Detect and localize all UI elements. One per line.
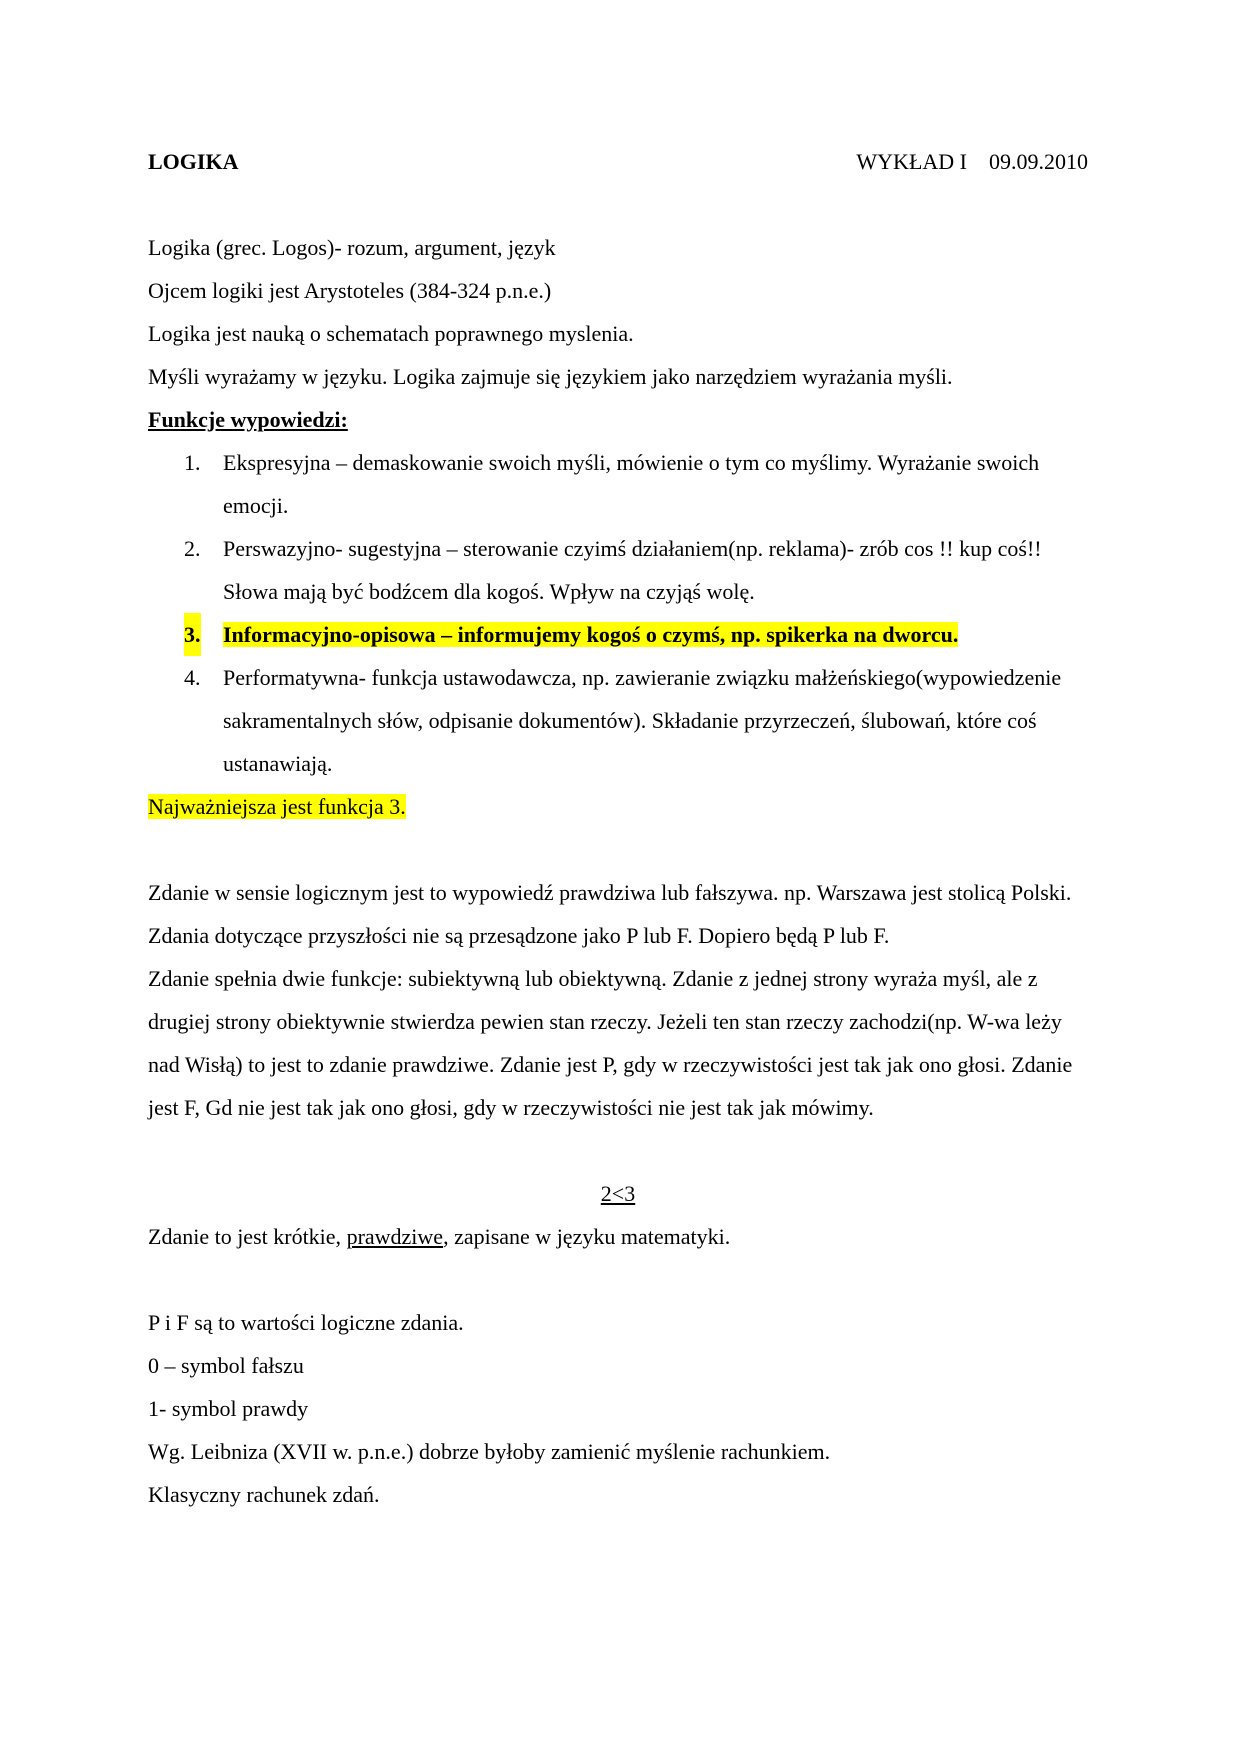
math-example: 2<3 xyxy=(600,1181,636,1206)
list-number: 4. xyxy=(184,665,201,690)
math-sentence-before: Zdanie to jest krótkie, xyxy=(148,1224,347,1249)
list-text: Performatywna- funkcja ustawodawcza, np. zawieranie związku małżeńskiego(wypowiedzenie sakramentalnych słów, odpisanie dokumentów). Składanie przyrzeczeń, ślubowań, które coś ustanawiają. xyxy=(223,665,1062,776)
list-text: Perswazyjno- sugestyjna – sterowanie czyimś działaniem(np. reklama)- zrób cos !! kup coś!! Słowa mają być bodźcem dla kogoś. Wpływ na czyjąś wolę. xyxy=(223,536,1042,604)
list-item xyxy=(148,656,1088,785)
math-sentence-after: , zapisane w języku matematyki. xyxy=(443,1224,731,1249)
math-sentence xyxy=(148,1215,1088,1258)
truth-line: Klasyczny rachunek zdań. xyxy=(148,1482,380,1507)
list-item-highlighted xyxy=(148,613,1088,656)
truth-line: 1- symbol prawdy xyxy=(148,1396,309,1421)
document-header xyxy=(148,140,1088,183)
truth-line: P i F są to wartości logiczne zdania. xyxy=(148,1310,464,1335)
spacer xyxy=(148,183,1088,226)
list-number: 1. xyxy=(184,450,201,475)
functions-list xyxy=(148,441,1088,785)
important-note-text: Najważniejsza jest funkcja 3. xyxy=(148,794,406,819)
list-item xyxy=(148,441,1088,527)
lecture-date: 09.09.2010 xyxy=(989,149,1088,174)
functions-heading: Funkcje wypowiedzi: xyxy=(148,407,348,432)
truth-line: Wg. Leibniza (XVII w. p.n.e.) dobrze byłoby zamienić myślenie rachunkiem. xyxy=(148,1439,831,1464)
spacer xyxy=(148,828,1088,871)
list-text: Ekspresyjna – demaskowanie swoich myśli, mówienie o tym co myślimy. Wyrażanie swoich emocji. xyxy=(223,450,1040,518)
sentence-definition: Zdanie w sensie logicznym jest to wypowiedź prawdziwa lub fałszywa. np. Warszawa jest stolicą Polski. Zdania dotyczące przyszłości nie są przesądzone jako P lub F. Dopiero będą P lub F. xyxy=(148,880,1072,948)
spacer xyxy=(148,1258,1088,1301)
lecture-info xyxy=(856,140,1088,183)
list-number: 3. xyxy=(184,613,201,656)
list-number: 2. xyxy=(184,536,201,561)
intro-line: Ojcem logiki jest Arystoteles (384-324 p.n.e.) xyxy=(148,278,552,303)
intro-line: Myśli wyrażamy w języku. Logika zajmuje się językiem jako narzędziem wyrażania myśli. xyxy=(148,364,953,389)
lecture-label: WYKŁAD I xyxy=(856,149,967,174)
list-item xyxy=(148,527,1088,613)
intro-line: Logika jest nauką o schematach poprawnego myslenia. xyxy=(148,321,634,346)
list-text: Informacyjno-opisowa – informujemy kogoś o czymś, np. spikerka na dworcu. xyxy=(223,622,959,647)
spacer xyxy=(148,1129,1088,1172)
important-note xyxy=(148,785,1088,828)
sentence-functions: Zdanie spełnia dwie funkcje: subiektywną lub obiektywną. Zdanie z jednej strony wyraża myśl, ale z drugiej strony obiektywnie stwierdza pewien stan rzeczy. Jeżeli ten stan rzeczy zachodzi(np. W-wa leży nad Wisłą) to jest to zdanie prawdziwe. Zdanie jest P, gdy w rzeczywistości jest tak jak ono głosi. Zdanie jest F, Gd nie jest tak jak ono głosi, gdy w rzeczywistości nie jest tak jak mówimy. xyxy=(148,966,1073,1120)
document-title: LOGIKA xyxy=(148,149,239,174)
truth-line: 0 – symbol fałszu xyxy=(148,1353,304,1378)
document-page xyxy=(148,140,1088,1516)
math-sentence-underlined: prawdziwe xyxy=(346,1224,444,1249)
intro-line: Logika (grec. Logos)- rozum, argument, język xyxy=(148,235,556,260)
